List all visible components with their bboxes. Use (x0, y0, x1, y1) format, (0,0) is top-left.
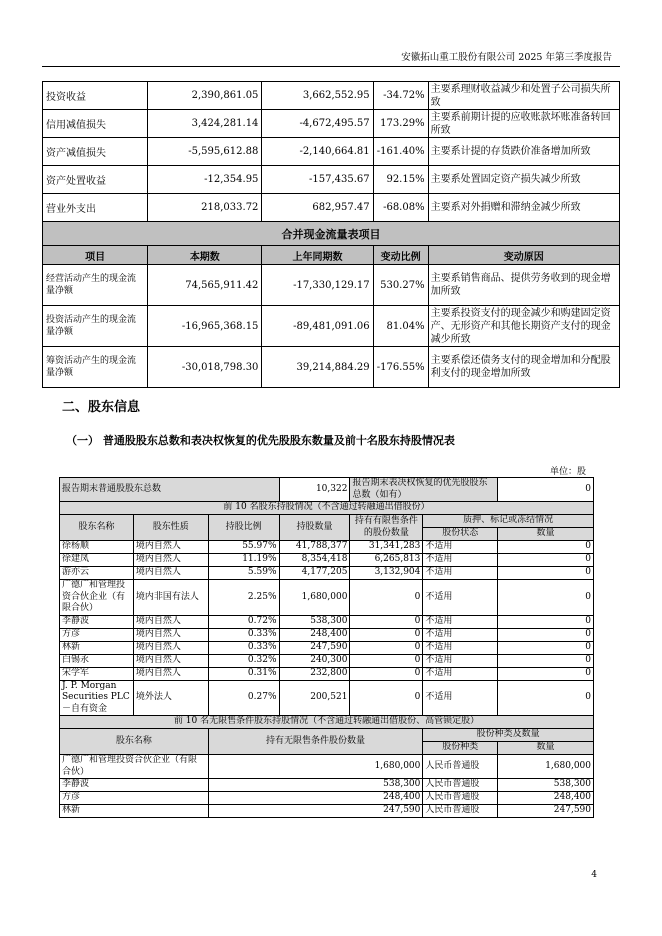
table-row (60, 805, 594, 818)
column-header: 本期数 (148, 246, 262, 265)
name-cell: 广德广和管理投资合伙企业（有限合伙） (60, 755, 209, 779)
restricted-cell: 0 (350, 580, 423, 616)
section-title: 二、股东信息 (62, 400, 141, 415)
status-cell: 不适用 (423, 654, 498, 667)
column-header: 数量 (498, 528, 594, 541)
nature-cell: 境内自然人 (133, 554, 208, 567)
name-cell: 广德广和管理投资合伙企业（有限合伙） (60, 580, 134, 616)
name-cell: 游亦云 (60, 567, 134, 580)
ratio-cell: 2.25% (208, 580, 279, 616)
table-row (60, 541, 594, 554)
table-row (43, 306, 620, 347)
ratio-cell: 92.15% (373, 166, 428, 194)
column-header: 股东名称 (60, 515, 134, 541)
column-header-row (60, 729, 594, 742)
nature-cell: 境内自然人 (133, 541, 208, 554)
page-number: 4 (591, 870, 597, 880)
pref-value: 0 (498, 478, 594, 502)
ratio-cell: 0.72% (208, 615, 279, 628)
qty-cell: 248,400 (498, 792, 594, 805)
financial-changes-table (42, 81, 620, 388)
status-cell: 不适用 (423, 641, 498, 654)
current-cell: -5,595,612.88 (148, 138, 262, 166)
shares-cell: 200,521 (279, 680, 350, 716)
cashflow-section-title: 合并现金流量表项目 (43, 222, 620, 246)
table-row (60, 680, 594, 716)
item-cell: 营业外支出 (43, 194, 148, 222)
section-header-row (60, 716, 594, 729)
section-header-row (60, 502, 594, 515)
shares-cell: 538,300 (208, 779, 423, 792)
ratio-cell: 0.27% (208, 680, 279, 716)
restricted-cell: 0 (350, 654, 423, 667)
shares-cell: 247,590 (279, 641, 350, 654)
nature-cell: 境内非国有法人 (133, 580, 208, 616)
shares-cell: 41,788,377 (279, 541, 350, 554)
type-cell: 人民币普通股 (423, 792, 498, 805)
table-row (60, 567, 594, 580)
qty-cell: 0 (498, 541, 594, 554)
qty-cell: 0 (498, 580, 594, 616)
column-header: 数量 (498, 742, 594, 755)
column-header: 股东名称 (60, 729, 209, 755)
name-cell: 方彦 (60, 792, 209, 805)
column-header: 项目 (43, 246, 148, 265)
table-row (60, 779, 594, 792)
name-cell: 方彦 (60, 628, 134, 641)
table-row (60, 615, 594, 628)
name-cell: 林新 (60, 641, 134, 654)
item-cell: 投资活动产生的现金流量净额 (43, 306, 148, 347)
shares-cell: 1,680,000 (279, 580, 350, 616)
subsection-title: （一） 普通股股东总数和表决权恢复的优先股股东数量及前十名股东持股情况表 (66, 434, 455, 447)
qty-cell: 0 (498, 641, 594, 654)
shares-cell: 538,300 (279, 615, 350, 628)
prior-cell: 3,662,552.95 (262, 82, 373, 110)
status-cell: 不适用 (423, 567, 498, 580)
name-cell: 白锡永 (60, 654, 134, 667)
shares-cell: 248,400 (279, 628, 350, 641)
shareholders-table (59, 477, 594, 818)
reason-cell: 主要系销售商品、提供劳务收到的现金增加所致 (428, 265, 619, 306)
column-header: 持有无限售条件股份数量 (208, 729, 423, 755)
table-row (43, 166, 620, 194)
nature-cell: 境内自然人 (133, 667, 208, 680)
restricted-cell: 0 (350, 667, 423, 680)
unit-label: 单位：股 (549, 467, 586, 477)
reason-cell: 主要系计提的存货跌价准备增加所致 (428, 138, 619, 166)
ratio-cell: 0.33% (208, 641, 279, 654)
column-header: 股份状态 (423, 528, 498, 541)
column-header: 股份种类 (423, 742, 498, 755)
nature-cell: 境内自然人 (133, 654, 208, 667)
unrestricted-title: 前 10 名无限售条件股东持股情况（不含通过转融通出借股份、高管锁定股） (60, 716, 594, 729)
status-cell: 不适用 (423, 680, 498, 716)
column-header: 质押、标记或冻结情况 (423, 515, 594, 528)
nature-cell: 境内自然人 (133, 567, 208, 580)
table-row (60, 667, 594, 680)
qty-cell: 0 (498, 667, 594, 680)
qty-cell: 538,300 (498, 779, 594, 792)
current-cell: 74,565,911.42 (148, 265, 262, 306)
ratio-cell: -68.08% (373, 194, 428, 222)
shares-cell: 4,177,205 (279, 567, 350, 580)
item-cell: 资产减值损失 (43, 138, 148, 166)
status-cell: 不适用 (423, 554, 498, 567)
table-row (60, 641, 594, 654)
name-cell: J. P. Morgan Securities PLC－自有资金 (60, 680, 134, 716)
qty-cell: 0 (498, 567, 594, 580)
top10-title: 前 10 名股东持股情况（不含通过转融通出借股份） (60, 502, 594, 515)
current-cell: -30,018,798.30 (148, 347, 262, 388)
column-header-row (43, 246, 620, 265)
ratio-cell: -176.55% (373, 347, 428, 388)
section-header-row (43, 222, 620, 246)
totals-row (60, 478, 594, 502)
ratio-cell: 55.97% (208, 541, 279, 554)
ratio-cell: 0.33% (208, 628, 279, 641)
ratio-cell: 0.32% (208, 654, 279, 667)
item-cell: 信用减值损失 (43, 110, 148, 138)
ratio-cell: -34.72% (373, 82, 428, 110)
ratio-cell: 5.59% (208, 567, 279, 580)
ratio-cell: -161.40% (373, 138, 428, 166)
item-cell: 筹资活动产生的现金流量净额 (43, 347, 148, 388)
column-header: 股份种类及数量 (423, 729, 594, 742)
name-cell: 宋学军 (60, 667, 134, 680)
type-cell: 人民币普通股 (423, 755, 498, 779)
table-row (60, 580, 594, 616)
ratio-cell: 11.19% (208, 554, 279, 567)
qty-cell: 0 (498, 554, 594, 567)
nature-cell: 境内自然人 (133, 615, 208, 628)
header-divider (42, 66, 620, 67)
status-cell: 不适用 (423, 628, 498, 641)
prior-cell: -2,140,664.81 (262, 138, 373, 166)
reason-cell: 主要系处置固定资产损失减少所致 (428, 166, 619, 194)
current-cell: -12,354.95 (148, 166, 262, 194)
qty-cell: 1,680,000 (498, 755, 594, 779)
item-cell: 投资收益 (43, 82, 148, 110)
type-cell: 人民币普通股 (423, 805, 498, 818)
total-label: 报告期末普通股股东总数 (60, 478, 280, 502)
pref-label: 报告期末表决权恢复的优先股股东总数（如有） (350, 478, 498, 502)
restricted-cell: 6,265,813 (350, 554, 423, 567)
table-row (43, 138, 620, 166)
restricted-cell: 31,341,283 (350, 541, 423, 554)
name-cell: 徐杨顺 (60, 541, 134, 554)
table-row (43, 110, 620, 138)
prior-cell: -4,672,495.57 (262, 110, 373, 138)
ratio-cell: 173.29% (373, 110, 428, 138)
item-cell: 经营活动产生的现金流量净额 (43, 265, 148, 306)
restricted-cell: 0 (350, 641, 423, 654)
current-cell: 3,424,281.14 (148, 110, 262, 138)
table-row (60, 554, 594, 567)
shares-cell: 240,300 (279, 654, 350, 667)
status-cell: 不适用 (423, 615, 498, 628)
table-row (43, 265, 620, 306)
column-header: 持股比例 (208, 515, 279, 541)
nature-cell: 境外法人 (133, 680, 208, 716)
column-header: 变动比例 (373, 246, 428, 265)
ratio-cell: 530.27% (373, 265, 428, 306)
nature-cell: 境内自然人 (133, 641, 208, 654)
column-header: 持有有限售条件的股份数量 (350, 515, 423, 541)
table-row (60, 654, 594, 667)
current-cell: 2,390,861.05 (148, 82, 262, 110)
nature-cell: 境内自然人 (133, 628, 208, 641)
prior-cell: -17,330,129.17 (262, 265, 373, 306)
prior-cell: -157,435.67 (262, 166, 373, 194)
status-cell: 不适用 (423, 541, 498, 554)
column-header: 变动原因 (428, 246, 619, 265)
shares-cell: 248,400 (208, 792, 423, 805)
ratio-cell: 81.04% (373, 306, 428, 347)
name-cell: 林新 (60, 805, 209, 818)
shares-cell: 8,354,418 (279, 554, 350, 567)
name-cell: 徐建凤 (60, 554, 134, 567)
current-cell: 218,033.72 (148, 194, 262, 222)
qty-cell: 0 (498, 654, 594, 667)
shares-cell: 247,590 (208, 805, 423, 818)
status-cell: 不适用 (423, 667, 498, 680)
column-header: 上年同期数 (262, 246, 373, 265)
table-row (43, 194, 620, 222)
qty-cell: 0 (498, 628, 594, 641)
name-cell: 李静波 (60, 779, 209, 792)
reason-cell: 主要系理财收益减少和处置子公司损失所致 (428, 82, 619, 110)
shares-cell: 1,680,000 (208, 755, 423, 779)
column-header: 股东性质 (133, 515, 208, 541)
table-row (60, 755, 594, 779)
column-header-row (60, 515, 594, 528)
qty-cell: 0 (498, 615, 594, 628)
current-cell: -16,965,368.15 (148, 306, 262, 347)
restricted-cell: 3,132,904 (350, 567, 423, 580)
column-header: 持股数量 (279, 515, 350, 541)
total-value: 10,322 (279, 478, 350, 502)
ratio-cell: 0.31% (208, 667, 279, 680)
prior-cell: 682,957.47 (262, 194, 373, 222)
reason-cell: 主要系前期计提的应收账款坏账准备转回所致 (428, 110, 619, 138)
reason-cell: 主要系偿还债务支付的现金增加和分配股利支付的现金增加所致 (428, 347, 619, 388)
table-row (60, 628, 594, 641)
type-cell: 人民币普通股 (423, 779, 498, 792)
reason-cell: 主要系投资支付的现金减少和购建固定资产、无形资产和其他长期资产支付的现金减少所致 (428, 306, 619, 347)
qty-cell: 0 (498, 680, 594, 716)
restricted-cell: 0 (350, 628, 423, 641)
restricted-cell: 0 (350, 680, 423, 716)
item-cell: 资产处置收益 (43, 166, 148, 194)
page-header: 安徽拓山重工股份有限公司 2025 年第三季度报告 (401, 52, 612, 63)
table-row (43, 82, 620, 110)
status-cell: 不适用 (423, 580, 498, 616)
name-cell: 李静波 (60, 615, 134, 628)
restricted-cell: 0 (350, 615, 423, 628)
shares-cell: 232,800 (279, 667, 350, 680)
qty-cell: 247,590 (498, 805, 594, 818)
reason-cell: 主要系对外捐赠和滞纳金减少所致 (428, 194, 619, 222)
table-row (43, 347, 620, 388)
table-row (60, 792, 594, 805)
prior-cell: 39,214,884.29 (262, 347, 373, 388)
prior-cell: -89,481,091.06 (262, 306, 373, 347)
